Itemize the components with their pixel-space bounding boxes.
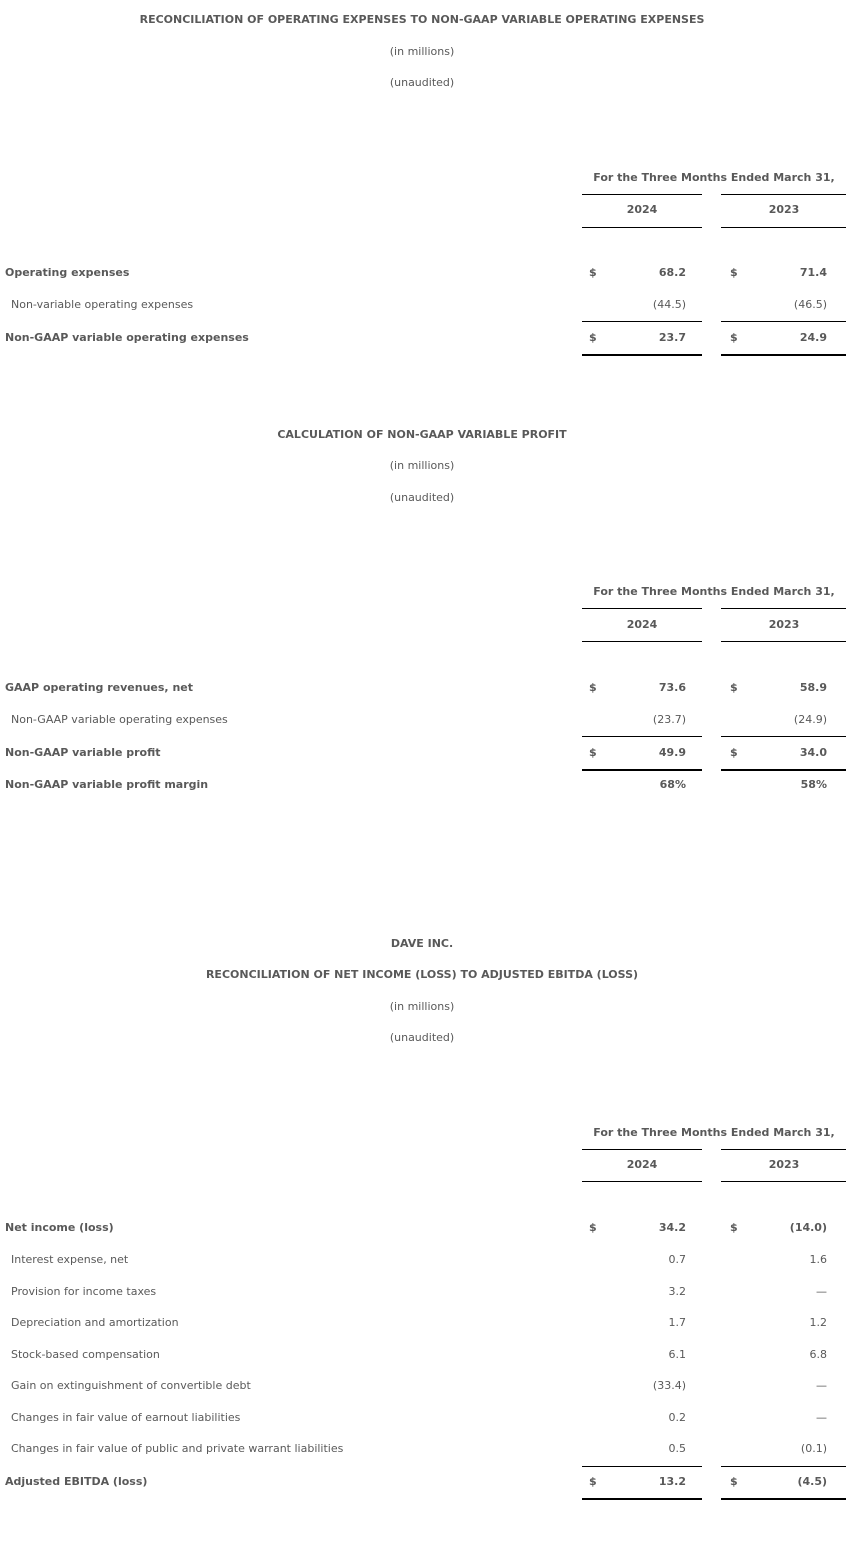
section3-year-rule-2024 bbox=[582, 1181, 702, 1182]
value-2024: 0.2 bbox=[668, 1411, 686, 1424]
value-2023: (46.5) bbox=[793, 298, 827, 311]
value-2024: 34.2 bbox=[658, 1221, 686, 1234]
section1-title: RECONCILIATION OF OPERATING EXPENSES TO NON-GAAP VARIABLE OPERATING EXPENSES bbox=[139, 13, 705, 26]
section2-audit-note: (unaudited) bbox=[389, 491, 455, 504]
row-label: Net income (loss) bbox=[5, 1221, 114, 1234]
section1-year-rule-2023 bbox=[721, 227, 846, 228]
table-row bbox=[0, 777, 864, 793]
total-rule-2024 bbox=[582, 1498, 702, 1500]
value-2024: 3.2 bbox=[668, 1285, 686, 1298]
table-row bbox=[0, 1378, 864, 1394]
row-label: Non-GAAP variable profit bbox=[5, 746, 161, 759]
row-label: Interest expense, net bbox=[11, 1253, 129, 1266]
value-2023: 58% bbox=[800, 778, 827, 791]
section3-period-header: For the Three Months Ended March 31, bbox=[593, 1126, 835, 1139]
row-label: Changes in fair value of earnout liabilities bbox=[11, 1411, 241, 1424]
row-label: Non-variable operating expenses bbox=[11, 298, 194, 311]
value-2024: 6.1 bbox=[668, 1348, 686, 1361]
value-2023: 34.0 bbox=[799, 746, 827, 759]
value-2024: (44.5) bbox=[652, 298, 686, 311]
value-2024: 68% bbox=[659, 778, 686, 791]
currency-symbol: $ bbox=[730, 746, 738, 759]
section2-header-rule-2023 bbox=[721, 608, 846, 609]
subtotal-rule-2023 bbox=[721, 736, 846, 737]
section3-year-2023: 2023 bbox=[768, 1158, 800, 1171]
currency-symbol: $ bbox=[730, 331, 738, 344]
row-label: Stock-based compensation bbox=[11, 1348, 160, 1361]
table-row bbox=[0, 330, 864, 346]
subtotal-rule-2024 bbox=[582, 736, 702, 737]
section2-year-2023: 2023 bbox=[768, 618, 800, 631]
row-label: Non-GAAP variable operating expenses bbox=[5, 331, 249, 344]
subtotal-rule-2023 bbox=[721, 321, 846, 322]
value-2023: — bbox=[816, 1411, 827, 1424]
value-2024: 49.9 bbox=[658, 746, 686, 759]
value-2023: 71.4 bbox=[799, 266, 827, 279]
section2-title: CALCULATION OF NON-GAAP VARIABLE PROFIT bbox=[277, 428, 567, 441]
section1-header-rule-2024 bbox=[582, 194, 702, 195]
value-2024: 0.5 bbox=[668, 1442, 686, 1455]
row-label: Gain on extinguishment of convertible debt bbox=[11, 1379, 251, 1392]
value-2024: (33.4) bbox=[652, 1379, 686, 1392]
value-2024: 0.7 bbox=[668, 1253, 686, 1266]
table-row bbox=[0, 745, 864, 761]
value-2023: (24.9) bbox=[793, 713, 827, 726]
section2-period-header: For the Three Months Ended March 31, bbox=[593, 585, 835, 598]
value-2024: 13.2 bbox=[658, 1475, 686, 1488]
section1-year-2023: 2023 bbox=[768, 203, 800, 216]
currency-symbol: $ bbox=[589, 1475, 597, 1488]
value-2023: 1.6 bbox=[809, 1253, 827, 1266]
value-2023: 1.2 bbox=[809, 1316, 827, 1329]
section2-units: (in millions) bbox=[389, 459, 455, 472]
total-rule-2024 bbox=[582, 769, 702, 771]
table-row bbox=[0, 297, 864, 313]
currency-symbol: $ bbox=[589, 746, 597, 759]
value-2024: 23.7 bbox=[658, 331, 686, 344]
value-2024: 68.2 bbox=[658, 266, 686, 279]
table-row bbox=[0, 1441, 864, 1457]
table-row bbox=[0, 1474, 864, 1490]
currency-symbol: $ bbox=[730, 266, 738, 279]
table-row bbox=[0, 265, 864, 281]
value-2023: — bbox=[816, 1285, 827, 1298]
row-label: GAAP operating revenues, net bbox=[5, 681, 193, 694]
table-row bbox=[0, 1410, 864, 1426]
currency-symbol: $ bbox=[730, 681, 738, 694]
value-2024: 73.6 bbox=[658, 681, 686, 694]
subtotal-rule-2024 bbox=[582, 321, 702, 322]
section1-year-rule-2024 bbox=[582, 227, 702, 228]
value-2024: 1.7 bbox=[668, 1316, 686, 1329]
section3-audit-note: (unaudited) bbox=[389, 1031, 455, 1044]
section3-header-rule-2023 bbox=[721, 1149, 846, 1150]
section2-header-rule-2024 bbox=[582, 608, 702, 609]
subtotal-rule-2023 bbox=[721, 1466, 846, 1467]
currency-symbol: $ bbox=[589, 331, 597, 344]
table-row bbox=[0, 712, 864, 728]
total-rule-2023 bbox=[721, 354, 846, 356]
subtotal-rule-2024 bbox=[582, 1466, 702, 1467]
section1-year-2024: 2024 bbox=[626, 203, 658, 216]
table-row bbox=[0, 680, 864, 696]
total-rule-2024 bbox=[582, 354, 702, 356]
currency-symbol: $ bbox=[589, 681, 597, 694]
section1-period-header: For the Three Months Ended March 31, bbox=[593, 171, 835, 184]
company-name: DAVE INC. bbox=[390, 937, 454, 950]
section1-header-rule-2023 bbox=[721, 194, 846, 195]
total-rule-2023 bbox=[721, 1498, 846, 1500]
currency-symbol: $ bbox=[589, 266, 597, 279]
value-2023: 24.9 bbox=[799, 331, 827, 344]
section2-year-rule-2024 bbox=[582, 641, 702, 642]
section2-year-rule-2023 bbox=[721, 641, 846, 642]
section3-year-rule-2023 bbox=[721, 1181, 846, 1182]
row-label: Provision for income taxes bbox=[11, 1285, 157, 1298]
section1-audit-note: (unaudited) bbox=[389, 76, 455, 89]
table-row bbox=[0, 1220, 864, 1236]
value-2023: 58.9 bbox=[799, 681, 827, 694]
row-label: Operating expenses bbox=[5, 266, 130, 279]
row-label: Non-GAAP variable profit margin bbox=[5, 778, 209, 791]
currency-symbol: $ bbox=[730, 1475, 738, 1488]
value-2023: (14.0) bbox=[789, 1221, 827, 1234]
section1-units: (in millions) bbox=[389, 45, 455, 58]
row-label: Non-GAAP variable operating expenses bbox=[11, 713, 228, 726]
table-row bbox=[0, 1315, 864, 1331]
table-row bbox=[0, 1347, 864, 1363]
total-rule-2023 bbox=[721, 769, 846, 771]
section3-year-2024: 2024 bbox=[626, 1158, 658, 1171]
value-2024: (23.7) bbox=[652, 713, 686, 726]
table-row bbox=[0, 1284, 864, 1300]
value-2023: (0.1) bbox=[800, 1442, 827, 1455]
value-2023: — bbox=[816, 1379, 827, 1392]
row-label: Changes in fair value of public and private warrant liabilities bbox=[11, 1442, 344, 1455]
section3-units: (in millions) bbox=[389, 1000, 455, 1013]
section3-header-rule-2024 bbox=[582, 1149, 702, 1150]
table-row bbox=[0, 1252, 864, 1268]
section3-title: RECONCILIATION OF NET INCOME (LOSS) TO ADJUSTED EBITDA (LOSS) bbox=[205, 968, 639, 981]
section2-year-2024: 2024 bbox=[626, 618, 658, 631]
row-label: Depreciation and amortization bbox=[11, 1316, 179, 1329]
value-2023: 6.8 bbox=[809, 1348, 827, 1361]
currency-symbol: $ bbox=[730, 1221, 738, 1234]
currency-symbol: $ bbox=[589, 1221, 597, 1234]
value-2023: (4.5) bbox=[797, 1475, 827, 1488]
row-label: Adjusted EBITDA (loss) bbox=[5, 1475, 148, 1488]
